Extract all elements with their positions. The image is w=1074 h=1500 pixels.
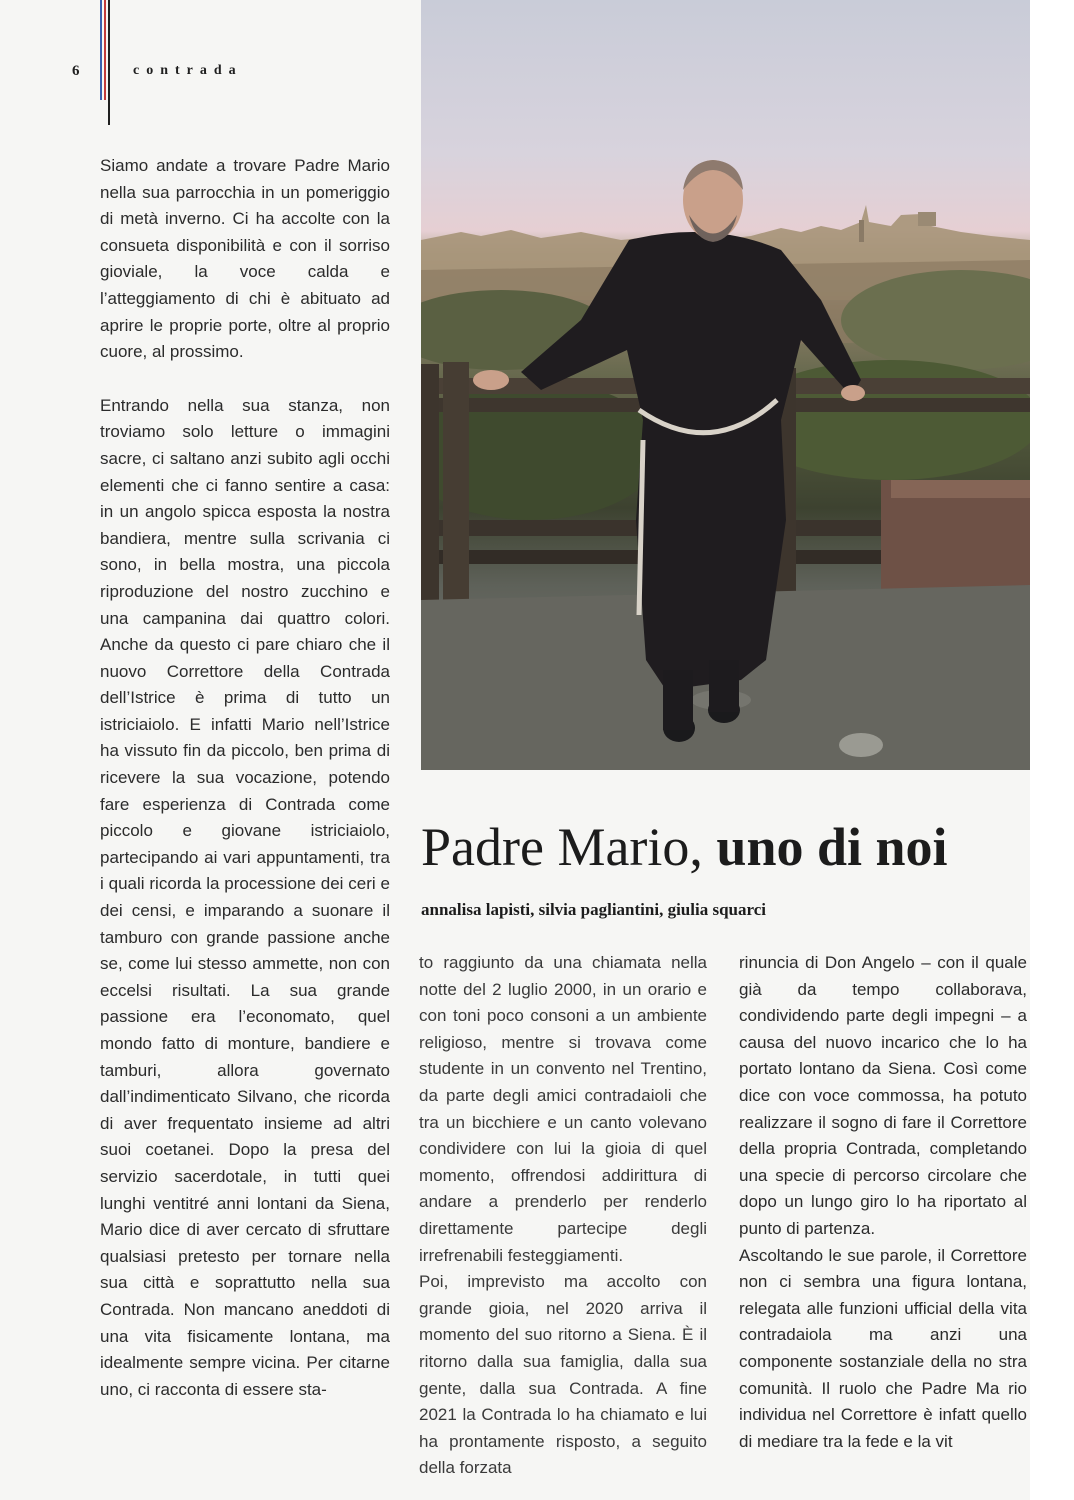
photo-padre-mario xyxy=(421,0,1030,770)
black-rule xyxy=(108,0,110,125)
byline: annalisa lapisti, silvia pagliantini, giulia squarci xyxy=(421,900,766,919)
paragraph: Entrando nella sua stanza, non troviamo solo letture o immagini sacre, ci saltano anzi subito agli occhi elementi che ci fanno sentire a casa: in un angolo spicca esposta la nostra bandiera, mentre sulla scrivania ci sono, in bella mostra, una piccola riproduzione del nostro zucchino e una campanina dai quattro colori. Anche da questo ci pare chiaro che il nuovo Correttore della Contrada dell’Istrice è prima di tutto un istriciaiolo. E infatti Mario nell’Istrice ha vissuto fin da piccolo, ben prima di ricevere la sua vocazione, potendo fare esperienza di Contrada come piccolo e giovane istriciaiolo, partecipando ai vari appuntamenti, tra i quali ricorda la processione dei ceri e dei censi, e imparando a suonare il tamburo con grande passione anche se, come lui stesso ammette, non con eccelsi risultati. La sua grande passione era l’economato, quel mondo fatto di monture, bandiere e tamburi, allora governato dall’indimenticato Silvano, che ricorda di aver frequentato insieme ad altri suoi coetanei. Dopo la presa del servizio sacerdotale, in tutti quei lunghi ventitré anni lontani da Siena, Mario dice di aver cercato di sfruttare qualsiasi pretesto per tornare nella sua città e soprattutto nella sua Contrada. Non mancano aneddoti di una vita fisicamente lontana, ma idealmente sempre vicina. Per citarne uno, ci racconta di essere sta- xyxy=(100,395,390,1399)
text-column-1 xyxy=(100,153,390,1403)
text-column-3 xyxy=(739,950,1027,1455)
running-head: contrada xyxy=(133,63,243,78)
page-edge xyxy=(1030,0,1074,1500)
blue-rule xyxy=(100,0,102,100)
paragraph: to raggiunto da una chiamata nella notte del 2 luglio 2000, in un orario e con toni poco consoni a un ambiente religioso, mentre si trovava come studente in un convento nel Trentino, da parte degli amici contradaioli che tra un bicchiere e un canto volevano condividere con lui la gioia di quel momento, offrendosi addirittura di andare a prenderlo per renderlo direttamente partecipe degli irrefrenabili festeggiamenti. xyxy=(419,953,707,1265)
red-rule xyxy=(104,0,106,100)
title-regular: Padre Mario, xyxy=(421,817,703,877)
paragraph: rinuncia di Don Angelo – con il quale già da tempo collaborava, condividendo parte degli impegni – a causa del nuovo incarico che lo ha portato lontano da Siena. Così come dice con voce commossa, ha potuto realizzare il sogno di fare il Correttore della propria Contrada, completando una specie di percorso circolare che dopo un lungo giro lo ha riportato al punto di partenza. xyxy=(739,953,1027,1238)
text-column-2 xyxy=(419,950,707,1482)
photo-illustration xyxy=(421,0,1030,770)
page-number: 6 xyxy=(72,63,80,79)
paragraph: Siamo andate a trovare Padre Mario nella sua parrocchia in un pomeriggio di metà inverno. Ci ha accolte con la consueta disponibilità e con il sorriso gioviale, la voce calda e l’atteggiamento di chi è abituato ad aprire le proprie porte, oltre al proprio cuore, al prossimo. xyxy=(100,156,390,362)
paragraph: Poi, imprevisto ma accolto con grande gioia, nel 2020 arriva il momento del suo ritorno a Siena. È il ritorno dalla sua famiglia, dalla sua gente, dalla sua Contrada. A fine 2021 la Contrada lo ha chiamato e lui ha prontamente risposto, a seguito della forzata xyxy=(419,1272,707,1478)
margin-rule-lines xyxy=(100,0,112,125)
paragraph: Ascoltando le sue parole, il Correttore non ci sembra una figura lontana, relegata alle funzioni ufficial della vita contradaiola ma anzi una componente sostanziale della no stra comunità. Il ruolo che Padre Ma rio individua nel Correttore è infatt quello di mediare tra la fede e la vit xyxy=(739,1245,1027,1451)
title-bold: uno di noi xyxy=(716,817,948,877)
article-title xyxy=(421,815,1030,879)
